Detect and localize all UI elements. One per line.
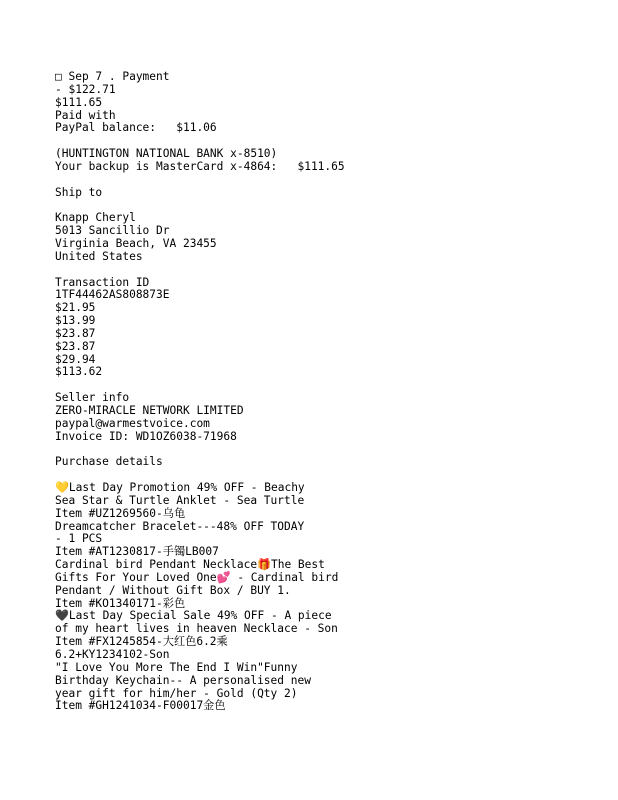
transaction-id: 1TF44462AS808873E [55, 288, 170, 302]
purchase-line: Cardinal bird Pendant Necklace🎁The Best [55, 558, 325, 572]
paid-with-label: Paid with [55, 108, 116, 122]
spacer [55, 174, 610, 187]
bank-line: (HUNTINGTON NATIONAL BANK x-8510) [55, 147, 278, 161]
purchase-line: 💛Last Day Promotion 49% OFF - Beachy [55, 481, 305, 494]
seller-email: paypal@warmestvoice.com [55, 416, 210, 430]
purchase-line: Item #GH1241034-F00017金色 [55, 699, 226, 713]
purchase-line: - 1 PCS [55, 532, 103, 546]
ship-to-country: United States [55, 249, 143, 263]
transaction-amount: $23.87 [55, 326, 96, 340]
purchase-line: Item #AT1230817-手镯LB007 [55, 545, 219, 559]
purchase-line: Birthday Keychain-- A personalised new [55, 673, 311, 687]
spacer [55, 264, 610, 277]
seller-heading: Seller info [55, 391, 130, 405]
ship-to-name: Knapp Cheryl [55, 211, 136, 225]
transaction-amount: $13.99 [55, 314, 96, 328]
purchase-line: 6.2+KY1234102-Son [55, 647, 170, 661]
ship-to-street: 5013 Sancillio Dr [55, 224, 170, 238]
purchase-line: 🖤Last Day Special Sale 49% OFF - A piece [55, 609, 332, 623]
transaction-amount: $21.95 [55, 301, 96, 315]
backup-card-line: Your backup is MasterCard x-4864: $111.65 [55, 159, 345, 173]
transaction-amount: $23.87 [55, 339, 96, 353]
purchase-line: of my heart lives in heaven Necklace - Son [55, 622, 338, 636]
payment-date-line: □ Sep 7 . Payment [55, 70, 170, 83]
purchase-line: Item #UZ1269560-乌龟 [55, 506, 186, 520]
purchase-line: Sea Star & Turtle Anklet - Sea Turtle [55, 493, 305, 507]
purchase-line: Item #FX1245854-大红色6.2乘 [55, 635, 228, 649]
paypal-balance-line: PayPal balance: $11.06 [55, 121, 217, 135]
transaction-total: $113.62 [55, 365, 103, 379]
transaction-amount: $29.94 [55, 352, 96, 366]
purchase-heading: Purchase details [55, 455, 163, 469]
purchase-line: year gift for him/her - Gold (Qty 2) [55, 686, 298, 700]
spacer [55, 379, 610, 392]
payment-amount-negative: - $122.71 [55, 82, 116, 96]
purchase-line: "I Love You More The End I Win"Funny [55, 660, 298, 674]
seller-name: ZERO-MIRACLE NETWORK LIMITED [55, 403, 244, 417]
purchase-line: Gifts For Your Loved One💕 - Cardinal bird [55, 570, 339, 584]
purchase-line: Dreamcatcher Bracelet---48% OFF TODAY [55, 519, 305, 533]
transaction-heading: Transaction ID [55, 275, 150, 289]
ship-to-city: Virginia Beach, VA 23455 [55, 236, 217, 250]
purchase-line: Pendant / Without Gift Box / BUY 1. [55, 583, 291, 597]
ship-to-heading: Ship to [55, 185, 103, 199]
receipt-document [55, 71, 610, 713]
payment-amount: $111.65 [55, 95, 103, 109]
invoice-id: Invoice ID: WD1OZ6038-71968 [55, 429, 237, 443]
spacer [55, 199, 610, 212]
purchase-line: Item #KO1340171-彩色 [55, 596, 186, 610]
